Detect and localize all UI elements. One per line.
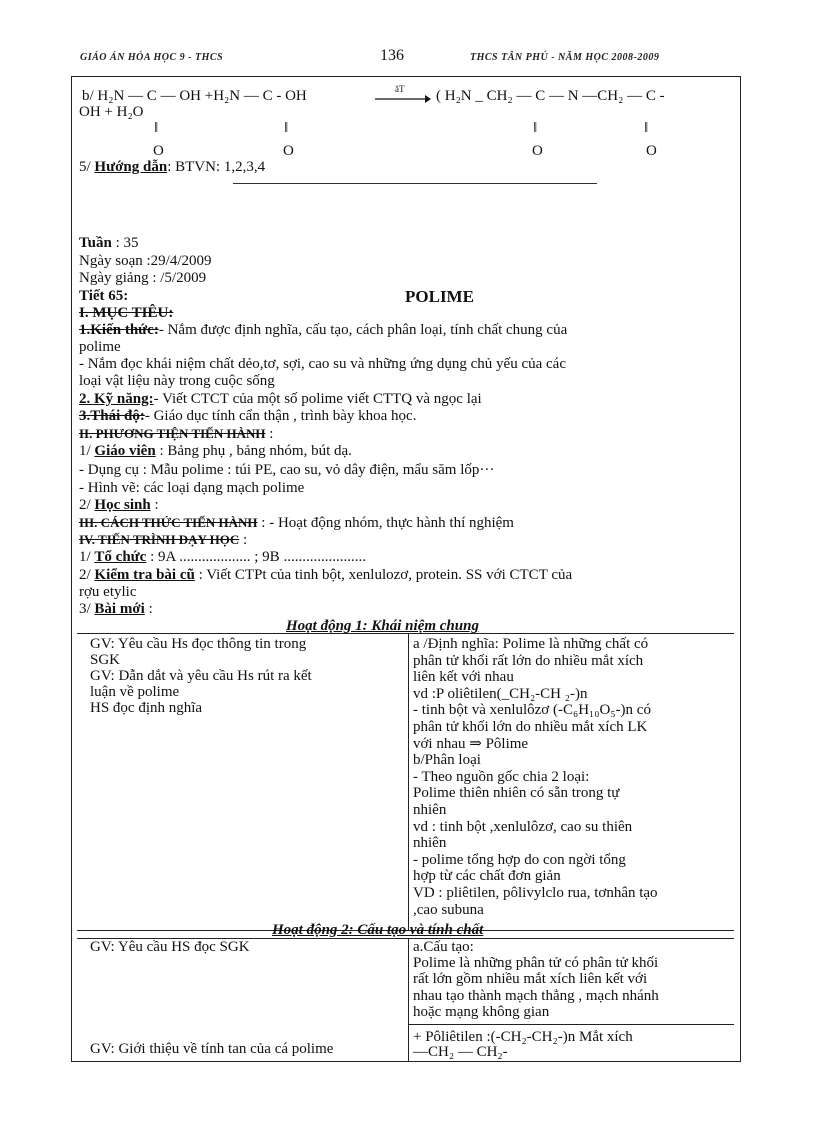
activity1-left-line: GV: Dẫn dắt và yêu cầu Hs rút ra kết xyxy=(90,668,312,684)
table2-row-border xyxy=(408,1024,734,1025)
activity2-right-line: —CH₂ — CH₂- xyxy=(413,1044,508,1060)
knowledge-2a: - Nắm đọc khái niệm chất dẻo,tơ, sợi, cao su và những ứng dụng chủ yếu của các xyxy=(79,356,566,372)
activity1-right-line: vd : tinh bột ,xenlulôzơ, cao su thiên xyxy=(413,818,633,835)
table1-divider xyxy=(408,633,409,930)
activity2-right-line: a.Cấu tạo: xyxy=(413,939,474,955)
activity1-right-line: phân tử khối lớn do nhiều mắt xích LK xyxy=(413,719,648,735)
activity1-right-line: nhiên xyxy=(413,802,447,818)
oxygen-2: O xyxy=(283,143,294,159)
oxygen-4: O xyxy=(646,143,657,159)
activity1-left-line: SGK xyxy=(90,652,121,668)
activity1-right-line: với nhau ⇒ Pôlime xyxy=(413,735,529,752)
lesson-number: Tiết 65: xyxy=(79,288,129,304)
lesson-title: POLIME xyxy=(405,287,474,306)
week-line: Tuần : 35 xyxy=(79,235,139,251)
bond-4: ‖ xyxy=(644,120,649,136)
objectives-heading: I. MỤC TIÊU: xyxy=(79,305,174,321)
bond-1: ‖ xyxy=(154,120,159,136)
activity1-right-line: nhiên xyxy=(413,835,447,852)
page-number: 136 xyxy=(380,47,404,64)
activity1-left-line: HS đọc định nghĩa xyxy=(90,700,203,716)
bond-3: ‖ xyxy=(533,120,538,136)
new-lesson-line: 3/ Bài mới : xyxy=(79,601,153,617)
bond-2: ‖ xyxy=(284,120,289,136)
activity1-left-line: GV: Yêu cầu Hs đọc thông tin trong xyxy=(90,636,307,652)
reaction-condition: ăT xyxy=(395,84,405,94)
activity2-right-line: rất lớn gồm nhiều mắt xích liên kết với xyxy=(413,971,648,988)
knowledge-cont: polime xyxy=(79,339,121,355)
activity1-title: Hoạt động 1: Khái niệm chung xyxy=(286,618,479,634)
old-lesson-cont: rợu etylic xyxy=(79,584,137,600)
knowledge-line: 1.Kiến thức:- Nắm được định nghĩa, cấu tạo, cách phân loại, tính chất chung của xyxy=(79,322,568,338)
student-line: 2/ Học sinh : xyxy=(79,497,159,513)
activity2-right-line: hoặc mạng không gian xyxy=(413,1003,550,1020)
activity1-right-line: liên kết với nhau xyxy=(413,669,514,686)
reaction-right: ( H₂N _ CH₂ — C — N —CH₂ — C - xyxy=(436,88,665,104)
activity1-right-line: phân tử khối rất lớn do nhiều mắt xích xyxy=(413,652,644,669)
reaction-left: b/ H₂N — C — OH +H₂N — C - OH xyxy=(82,88,307,104)
oxygen-3: O xyxy=(532,143,543,159)
activity1-right-line: b/Phân loại xyxy=(413,752,481,769)
process-heading: IV. TIẾN TRÌNH DẠY HỌC : xyxy=(79,532,248,548)
activity2-left-1: GV: Yêu cầu HS đọc SGK xyxy=(90,939,250,955)
activity1-right-line: hợp từ các chất đơn giản xyxy=(413,868,561,885)
activity2-title: Hoạt động 2: Cấu tạo và tính chất xyxy=(272,922,484,938)
oxygen-1: O xyxy=(153,143,164,159)
teach-date: Ngày giảng : /5/2009 xyxy=(79,270,207,286)
activity1-right-line: - polime tổng hợp do con ngời tổng xyxy=(413,851,626,868)
activity2-right-line: + Pôliêtilen :(-CH₂-CH₂-)n Mắt xích xyxy=(413,1029,633,1045)
activity1-right-line: - Theo nguồn gốc chia 2 loại: xyxy=(413,768,590,785)
reaction-line2: OH + H₂O xyxy=(79,104,144,120)
activity1-right-line: VD : pliêtilen, pôlivylclo rua, tơnhân tạo xyxy=(413,885,658,901)
header-right: THCS TÂN PHÚ - NĂM HỌC 2008-2009 xyxy=(470,52,660,63)
old-lesson-check: 2/ Kiểm tra bài cũ : Viết CTPt của tinh bột, xenlulozơ, protein. SS với CTCT của xyxy=(79,567,573,583)
table2-divider xyxy=(408,938,409,1062)
activity1-right-line: - tinh bột và xenlulôzơ (-C₆H₁₀O₅-)n có xyxy=(413,702,651,719)
activity1-right-line: ,cao subuna xyxy=(413,901,484,918)
activity2-left-2: GV: Giới thiệu về tính tan của cá polime xyxy=(90,1041,334,1057)
teacher-line: 1/ Giáo viên : Bảng phụ , bảng nhóm, bút dạ. xyxy=(79,443,352,459)
tools-line: - Dụng cụ : Mẫu polime : túi PE, cao su, vỏ dây điện, mẩu săm lốp··· xyxy=(79,462,495,478)
activity1-right-line: Polime thiên nhiên có sẵn trong tự xyxy=(413,785,620,802)
attitude-line: 3.Thái độ:- Giáo dục tính cẩn thận , trình bày khoa học. xyxy=(79,408,417,424)
means-heading: II. PHƯƠNG TIỆN TIẾN HÀNH : xyxy=(79,426,274,442)
activity2-right-line: nhau tạo thành mạch thẳng , mạch nhánh xyxy=(413,987,659,1004)
skill-line: 2. Kỹ năng:- Viết CTCT của một số polime viết CTTQ và ngọc lại xyxy=(79,391,482,407)
activity1-right-line: a /Định nghĩa: Polime là những chất có xyxy=(413,636,649,652)
method-line: III. CÁCH THỨC TIẾN HÀNH : - Hoạt động nhóm, thực hành thí nghiệm xyxy=(79,515,514,531)
knowledge-2b: loại vật liệu này trong cuộc sống xyxy=(79,373,275,389)
drawings-line: - Hình vẽ: các loại dạng mạch polime xyxy=(79,480,305,496)
prep-date: Ngày soạn :29/4/2009 xyxy=(79,253,212,269)
header-left: GIÁO ÁN HÓA HỌC 9 - THCS xyxy=(80,52,224,63)
activity2-right-line: Polime là những phân tử có phân tử khối xyxy=(413,955,659,972)
homework-line: 5/ Hướng dẫn: BTVN: 1,2,3,4 xyxy=(79,159,266,175)
section-divider xyxy=(233,183,597,184)
activity1-right-line: vd :P oliêtilen(_CH₂-CH ₂-)n xyxy=(413,685,588,702)
activity1-left-line: luận về polime xyxy=(90,684,180,700)
organization-line: 1/ Tổ chức : 9A ................... ; 9B ...................... xyxy=(79,549,366,565)
table1-top-border xyxy=(77,633,734,634)
